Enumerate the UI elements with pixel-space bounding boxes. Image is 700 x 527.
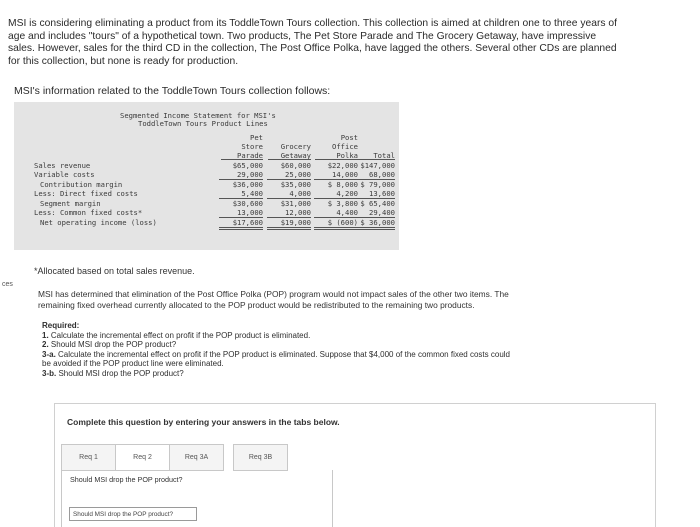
col-header-total: Total <box>373 151 395 160</box>
cell: 5,400 <box>219 189 263 199</box>
col-header-pet: Store <box>241 142 263 151</box>
cell: 29,000 <box>219 170 263 180</box>
row-label-contribution: Contribution margin <box>40 180 123 189</box>
required-item <box>42 340 662 350</box>
cell: 13,600 <box>355 189 395 199</box>
statement-title: Segmented Income Statement for MSI's <box>120 111 276 120</box>
question-text: Should MSI drop the POP product? <box>70 475 183 484</box>
cell: $ 3,800 <box>327 199 358 208</box>
row-label-net-income: Net operating income (loss) <box>40 218 157 227</box>
cell: 14,000 <box>314 170 358 180</box>
statement-subtitle: ToddleTown Tours Product Lines <box>138 119 268 128</box>
answer-dropdown[interactable]: Should MSI drop the POP product? <box>69 507 197 521</box>
cell: $ 36,000 <box>355 218 395 230</box>
tab-req-1[interactable]: Req 1 <box>61 444 116 471</box>
cell: 4,200 <box>314 189 358 199</box>
required-item <box>42 331 662 341</box>
intro-line: sales. However, sales for the third CD in the collection, The Post Office Polka, have lagged the others. Several other CDs are planned <box>8 43 617 55</box>
cell: $17,600 <box>219 218 263 230</box>
col-header-pet: Parade <box>237 151 263 160</box>
side-nav-label: ces <box>2 281 13 288</box>
problem-paragraph <box>38 289 638 310</box>
col-header-post: Polka <box>336 151 358 160</box>
cell: $22,000 <box>327 161 358 170</box>
row-label-sales: Sales revenue <box>34 161 91 170</box>
cell: $ 65,400 <box>360 199 395 208</box>
cell: $ 8,000 <box>327 180 358 189</box>
cell: $147,000 <box>360 161 395 170</box>
tab-req-3a[interactable]: Req 3A <box>169 444 224 471</box>
required-num: 3-a. <box>42 349 56 359</box>
problem-intro <box>8 18 658 68</box>
required-text: Should MSI drop the POP product? <box>50 340 177 350</box>
cell: $60,000 <box>280 161 311 170</box>
row-label-variable: Variable costs <box>34 170 95 179</box>
cell: $19,000 <box>267 218 311 230</box>
cell: $ (600) <box>314 218 358 230</box>
answer-panel <box>54 403 656 527</box>
cell: $35,000 <box>280 180 311 189</box>
cell: 29,400 <box>355 208 395 218</box>
intro-line: age and includes "tours" of a hypothetical town. Two products, The Pet Store Parade and The Grocery Getaway, have impressive <box>8 30 597 42</box>
cell: 4,000 <box>267 189 311 199</box>
header-underline <box>358 159 395 160</box>
required-text: Should MSI drop the POP product? <box>58 368 184 378</box>
col-header-post: Office <box>332 142 358 151</box>
cell: $36,000 <box>232 180 263 189</box>
cell: 25,000 <box>267 170 311 180</box>
cell: 13,000 <box>219 208 263 218</box>
col-header-grocery: Getaway <box>280 151 311 160</box>
cell: 4,400 <box>314 208 358 218</box>
col-header-grocery: Grocery <box>280 142 311 151</box>
col-header-post: Post <box>340 133 358 142</box>
required-text: Calculate the incremental effect on profit if the POP product is eliminated. Suppose that $4,000 of the common fixed costs could <box>58 349 510 359</box>
header-underline <box>315 159 358 160</box>
required-item <box>42 350 662 360</box>
paragraph-line: MSI has determined that elimination of the Post Office Polka (POP) program would not impact sales of the other two items. The <box>38 289 509 299</box>
required-item <box>42 369 662 379</box>
cell: $ 79,000 <box>360 180 395 189</box>
row-label-segment: Segment margin <box>40 199 101 208</box>
income-statement-image <box>14 102 399 250</box>
required-num: 3-b. <box>42 368 57 378</box>
header-underline <box>268 159 311 160</box>
required-item <box>42 359 662 369</box>
intro-line: for this collection, but none is ready for production. <box>8 55 239 67</box>
col-header-pet: Pet <box>250 133 263 142</box>
tab-req-3b[interactable]: Req 3B <box>233 444 288 471</box>
paragraph-line: remaining fixed overhead currently allocated to the POP product would be redistributed to the remaining two products. <box>38 299 475 310</box>
tab-bar <box>61 444 287 471</box>
row-label-common-fixed: Less: Common fixed costs* <box>34 208 143 217</box>
required-section <box>42 321 662 379</box>
tab-content <box>61 470 333 527</box>
required-title: Required: <box>42 321 80 330</box>
required-num: 1. <box>42 330 49 340</box>
cell: $65,000 <box>232 161 263 170</box>
header-underline <box>221 159 263 160</box>
tab-req-2[interactable]: Req 2 <box>115 444 170 471</box>
cell: $31,000 <box>280 199 311 208</box>
info-line: MSI's information related to the ToddleTown Tours collection follows: <box>14 85 331 97</box>
intro-line: MSI is considering eliminating a product from its ToddleTown Tours collection. This collection is aimed at children one to three years of <box>8 18 617 29</box>
footnote: *Allocated based on total sales revenue. <box>34 266 195 276</box>
cell: 68,000 <box>355 170 395 180</box>
cell: 12,000 <box>267 208 311 218</box>
required-text: be avoided if the POP product line were eliminated. <box>42 359 224 369</box>
required-text: Calculate the incremental effect on profit if the POP product is eliminated. <box>50 330 311 340</box>
required-num: 2. <box>42 340 49 350</box>
row-label-direct-fixed: Less: Direct fixed costs <box>34 189 138 198</box>
cell: $30,600 <box>232 199 263 208</box>
panel-title: Complete this question by entering your answers in the tabs below. <box>67 417 340 427</box>
